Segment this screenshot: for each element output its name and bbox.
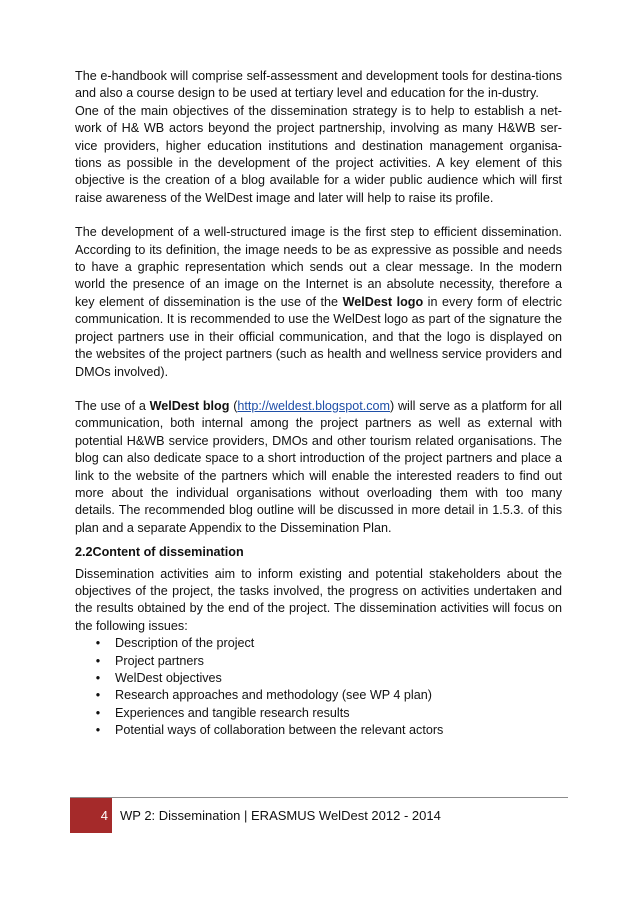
list-item	[93, 722, 562, 739]
paragraph-blog	[75, 398, 562, 537]
bullet-icon: •	[95, 723, 101, 738]
weldest-blog-term: WelDest blog	[149, 398, 230, 413]
list-item-text: Research approaches and methodology (see WP 4 plan)	[115, 688, 432, 703]
list-item-text: Description of the project	[115, 636, 255, 651]
paragraph-image-text-a: The development of a well-structured image is the first step to efficient dissemination. According to its definition, the image needs to be as expressive as possible and needs to have a graphic representation which sends out a clear message. In the modern world the presence of an image on the Internet is an absolute necessity, therefore a key element of dissemination is the use of the	[75, 225, 562, 309]
paragraph-image	[75, 224, 562, 381]
issues-list	[75, 635, 562, 739]
list-item-text: WelDest objectives	[115, 671, 222, 685]
list-item	[93, 687, 562, 704]
paragraph-blog-text-a: The use of a	[75, 398, 150, 413]
paragraph-blog-text-c: ) will serve as a platform for all communication, both internal among the project partners as well as external with potential H&WB service providers, DMOs and other tourism related organisations. The blog can also dedicate space to a short introduction of the project partners and place a link to the website of the partners which will enable the interested readers to find out more about the individual organisations without overloading them with too many details. The recommended blog outline will be discussed in more detail in 1.5.3. of this plan and a separate Appendix to the Dissemination Plan.	[75, 398, 562, 535]
weldest-logo-term: WelDest logo	[342, 294, 424, 309]
list-item	[93, 705, 562, 722]
paragraph-blog-text-b: (	[229, 398, 238, 413]
footer-title: WP 2: Dissemination | ERASMUS WelDest 2012 - 2014	[120, 808, 441, 823]
page-number-badge: 4	[70, 798, 112, 833]
list-item	[93, 635, 562, 652]
list-item	[93, 670, 562, 687]
blog-link[interactable]: http://weldest.blogspot.com	[237, 398, 390, 413]
list-item-text: Project partners	[115, 653, 204, 668]
bullet-icon: •	[95, 653, 101, 668]
bullet-icon: •	[95, 636, 101, 651]
bullet-icon: •	[95, 705, 101, 720]
paragraph-image-text-b: in every form of electric communication. It is recommended to use the WelDest logo as part of the signature the project partners use in their official communication, and that the logo is displayed on the websites of the project partners (such as health and wellness service providers and DMOs involved).	[75, 294, 562, 379]
list-item-text: Experiences and tangible research results	[115, 705, 350, 720]
paragraph-objectives: One of the main objectives of the dissemination strategy is to help to establish a net-work of H& WB actors beyond the project partnership, involving as many H&WB ser-vice providers, higher education institutions and destination management organisa-tions as possible in the development of the project activities. A key element of this objective is the creation of a blog available for a wider public audience which will first raise awareness of the WelDest image and later will help to raise its profile.	[75, 103, 562, 205]
bullet-icon: •	[95, 688, 101, 703]
list-item-text: Potential ways of collaboration between the relevant actors	[115, 723, 444, 738]
section-heading: 2.2Content of dissemination	[75, 545, 244, 560]
bullet-icon: •	[95, 671, 101, 685]
section-intro: Dissemination activities aim to inform existing and potential stakeholders about the objectives of the project, the tasks involved, the progress on activities undertaken and the results obtained by the end of the project. The dissemination activities will focus on the following issues:	[75, 566, 562, 633]
footer-divider	[70, 797, 568, 798]
paragraph-ehandbook: The e-handbook will comprise self-assessment and development tools for destina-tions and also a course design to be used at tertiary level and education for the in-dustry.	[75, 69, 562, 101]
body-text	[75, 68, 562, 740]
list-item	[93, 653, 562, 670]
